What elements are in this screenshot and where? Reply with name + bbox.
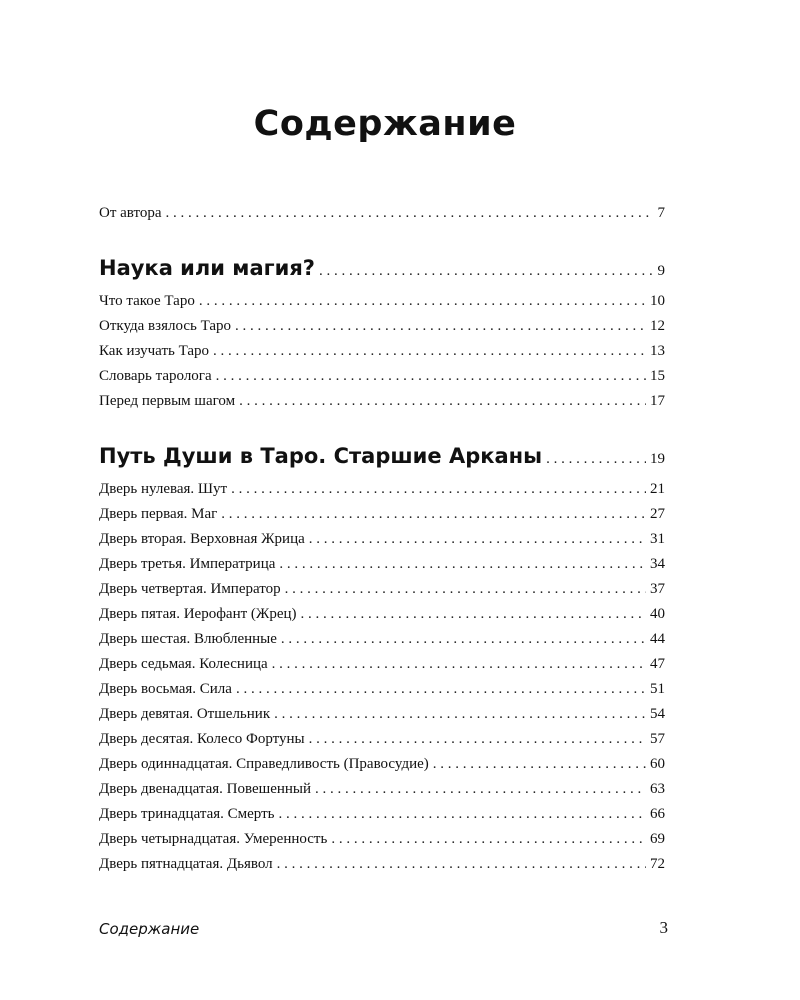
toc-entry[interactable] xyxy=(99,554,665,574)
toc-entry-page-number: 72 xyxy=(650,856,665,872)
toc-entry-label: Дверь двенадцатая. Повешенный xyxy=(99,781,312,797)
toc-entry-page-number: 17 xyxy=(650,393,665,409)
dot-leader xyxy=(277,854,646,874)
toc-section-heading[interactable] xyxy=(99,446,665,469)
toc-entry[interactable] xyxy=(99,679,665,699)
toc-entry[interactable] xyxy=(99,316,665,336)
toc-entry-page-number: 57 xyxy=(650,731,665,747)
dot-leader xyxy=(231,479,646,499)
toc-entry-page-number: 60 xyxy=(650,756,665,772)
toc-entry-page-number: 37 xyxy=(650,581,665,597)
toc-entry-label: Дверь шестая. Влюбленные xyxy=(99,631,277,647)
toc-entry-page-number: 12 xyxy=(650,318,665,334)
toc-section-heading[interactable] xyxy=(99,258,665,281)
toc-entry[interactable] xyxy=(99,704,665,724)
toc-entry-label: Дверь девятая. Отшельник xyxy=(99,706,271,722)
toc-entry-label: Дверь вторая. Верховная Жрица xyxy=(99,531,305,547)
toc-entry-label: Словарь таролога xyxy=(99,368,212,384)
toc-entry-label: Откуда взялось Таро xyxy=(99,318,232,334)
toc-entry-page-number: 44 xyxy=(650,631,665,647)
dot-leader xyxy=(272,654,646,674)
toc-entry[interactable] xyxy=(99,729,665,749)
toc-entry-page-number: 13 xyxy=(650,343,665,359)
page-title: Содержание xyxy=(253,104,517,144)
toc-entry-page-number: 19 xyxy=(650,451,665,467)
dot-leader xyxy=(331,829,646,849)
toc-entry-label: Дверь десятая. Колесо Фортуны xyxy=(99,731,305,747)
toc-entry[interactable] xyxy=(99,804,665,824)
footer-page-number: 3 xyxy=(659,918,668,937)
dot-leader xyxy=(279,804,646,824)
dot-leader xyxy=(315,779,646,799)
toc-entry-label: Как изучать Таро xyxy=(99,343,210,359)
toc-entry-page-number: 51 xyxy=(650,681,665,697)
toc-entry[interactable] xyxy=(99,529,665,549)
toc-entry-page-number: 54 xyxy=(650,706,665,722)
toc-entry-page-number: 31 xyxy=(650,531,665,547)
dot-leader xyxy=(199,291,646,311)
toc-entry[interactable] xyxy=(99,779,665,799)
toc-entry[interactable] xyxy=(99,341,665,361)
toc-entry[interactable] xyxy=(99,391,665,411)
toc-entry[interactable] xyxy=(99,754,665,774)
toc-entry-label: Наука или магия? xyxy=(99,256,315,280)
dot-leader xyxy=(285,579,646,599)
toc-entry-label: Дверь тринадцатая. Смерть xyxy=(99,806,275,822)
toc-entry-label: Дверь пятая. Иерофант (Жрец) xyxy=(99,606,297,622)
dot-leader xyxy=(279,554,646,574)
toc-entry[interactable] xyxy=(99,854,665,874)
toc-entry[interactable] xyxy=(99,479,665,499)
toc-entry-label: Дверь третья. Императрица xyxy=(99,556,276,572)
toc-entry-label: От автора xyxy=(99,205,162,221)
toc-entry-label: Что такое Таро xyxy=(99,293,195,309)
toc-entry[interactable] xyxy=(99,629,665,649)
toc-entry-label: Дверь восьмая. Сила xyxy=(99,681,232,697)
toc-entry-label: Дверь четырнадцатая. Умеренность xyxy=(99,831,328,847)
toc-entry-page-number: 63 xyxy=(650,781,665,797)
toc-entry-page-number: 9 xyxy=(657,263,665,279)
dot-leader xyxy=(301,604,646,624)
toc-entry-label: Дверь нулевая. Шут xyxy=(99,481,228,497)
toc-entry-page-number: 69 xyxy=(650,831,665,847)
toc-entry-page-number: 7 xyxy=(657,205,665,221)
toc-entry-label: Дверь седьмая. Колесница xyxy=(99,656,268,672)
toc-entry-label: Дверь одиннадцатая. Справедливость (Правосудие) xyxy=(99,756,429,772)
toc-entry-page-number: 34 xyxy=(650,556,665,572)
toc-entry[interactable] xyxy=(99,579,665,599)
toc-entry[interactable] xyxy=(99,366,665,386)
dot-leader xyxy=(221,504,646,524)
toc-entry[interactable] xyxy=(99,291,665,311)
dot-leader xyxy=(235,316,646,336)
toc-entry-page-number: 21 xyxy=(650,481,665,497)
footer-running-title: Содержание xyxy=(99,920,200,938)
toc-entry-page-number: 40 xyxy=(650,606,665,622)
dot-leader xyxy=(213,341,646,361)
toc-entry[interactable] xyxy=(99,504,665,524)
toc-entry-page-number: 10 xyxy=(650,293,665,309)
toc-entry-label: Дверь первая. Маг xyxy=(99,506,218,522)
dot-leader xyxy=(546,449,646,469)
toc-entry[interactable] xyxy=(99,654,665,674)
toc-entry-page-number: 47 xyxy=(650,656,665,672)
toc-entry-label: Дверь четвертая. Император xyxy=(99,581,281,597)
toc-entry-label: Дверь пятнадцатая. Дьявол xyxy=(99,856,273,872)
dot-leader xyxy=(309,529,646,549)
toc-entry-page-number: 27 xyxy=(650,506,665,522)
toc-entry[interactable] xyxy=(99,604,665,624)
toc-entry-label: Путь Души в Таро. Старшие Арканы xyxy=(99,444,543,468)
toc-entry[interactable] xyxy=(99,829,665,849)
toc-entry-page-number: 66 xyxy=(650,806,665,822)
dot-leader xyxy=(319,261,654,281)
toc-entry[interactable] xyxy=(99,203,665,223)
toc-entry-page-number: 15 xyxy=(650,368,665,384)
dot-leader xyxy=(216,366,646,386)
dot-leader xyxy=(239,391,646,411)
dot-leader xyxy=(166,203,654,223)
dot-leader xyxy=(281,629,646,649)
dot-leader xyxy=(236,679,646,699)
dot-leader xyxy=(274,704,646,724)
dot-leader xyxy=(309,729,646,749)
toc-entry-label: Перед первым шагом xyxy=(99,393,236,409)
dot-leader xyxy=(433,754,646,774)
